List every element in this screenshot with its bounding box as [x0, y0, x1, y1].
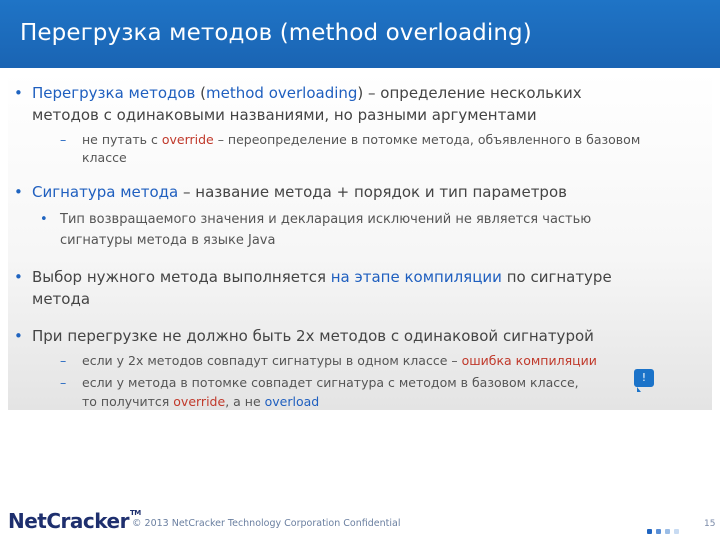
term-overload: overload — [264, 394, 320, 409]
page-number: 15 — [704, 519, 716, 529]
result-prefix: то получится — [82, 394, 174, 409]
return-type-note: Тип возвращаемого значения и декларация исключений не является частью — [60, 212, 592, 227]
bullet-marker: • — [14, 183, 23, 201]
footer-dot — [647, 529, 652, 534]
selection-text: Выбор нужного метода выполняется — [32, 268, 331, 286]
comment-bubble-icon[interactable]: ! — [634, 369, 654, 387]
dash-marker: – — [60, 132, 67, 147]
logo-cracker: Cracker — [46, 509, 129, 533]
paren-open: ( — [195, 84, 207, 102]
term-method-signature: Сигнатура метода — [32, 183, 179, 201]
result-middle: , а не — [225, 394, 265, 409]
netcracker-logo — [8, 509, 141, 533]
term-override: override — [173, 394, 226, 409]
slide-header — [0, 0, 720, 68]
override-definition-line2: классе — [82, 150, 127, 165]
note-prefix: не путать с — [82, 132, 162, 147]
term-compile-error: ошибка компиляции — [461, 353, 597, 368]
bullet-marker: • — [14, 268, 23, 286]
override-definition: – переопределение в потомке метода, объявленного в базовом — [213, 132, 641, 147]
footer-dot — [674, 529, 679, 534]
logo-tm: TM — [129, 509, 141, 517]
definition-text: ) – определение нескольких — [357, 84, 582, 102]
bullet-marker: • — [14, 84, 23, 102]
selection-text-line2: метода — [32, 290, 91, 308]
dash-marker: – — [60, 353, 67, 368]
no-duplicates-text: При перегрузке не должно быть 2х методов с одинаковой сигнатурой — [32, 327, 594, 345]
footer-copyright: © 2013 NetCracker Technology Corporation Confidential — [132, 518, 401, 529]
logo-net: Net — [8, 509, 47, 533]
dash-marker: – — [60, 375, 67, 390]
term-method-overloading-en: method overloading — [206, 84, 358, 102]
definition-text-line2: методов с одинаковыми названиями, но разными аргументами — [32, 106, 537, 124]
footer-dot — [665, 529, 670, 534]
term-method-overloading: Перегрузка методов — [32, 84, 196, 102]
slide-title: Перегрузка методов (method overloading) — [20, 20, 532, 46]
selection-text-end: по сигнатуре — [501, 268, 612, 286]
term-override: override — [161, 132, 214, 147]
footer-dots-decoration — [647, 519, 683, 538]
term-compile-stage: на этапе компиляции — [330, 268, 502, 286]
bullet-marker-small: • — [40, 212, 48, 227]
footer-dot — [656, 529, 661, 534]
subclass-text: если у метода в потомке совпадет сигнатура с методом в базовом классе, — [82, 375, 579, 390]
bullet-marker: • — [14, 327, 23, 345]
return-type-note-line2: сигнатуры метода в языке Java — [60, 233, 276, 248]
same-class-text: если у 2х методов совпадут сигнатуры в одном классе – — [82, 353, 462, 368]
signature-definition: – название метода + порядок и тип параметров — [178, 183, 567, 201]
